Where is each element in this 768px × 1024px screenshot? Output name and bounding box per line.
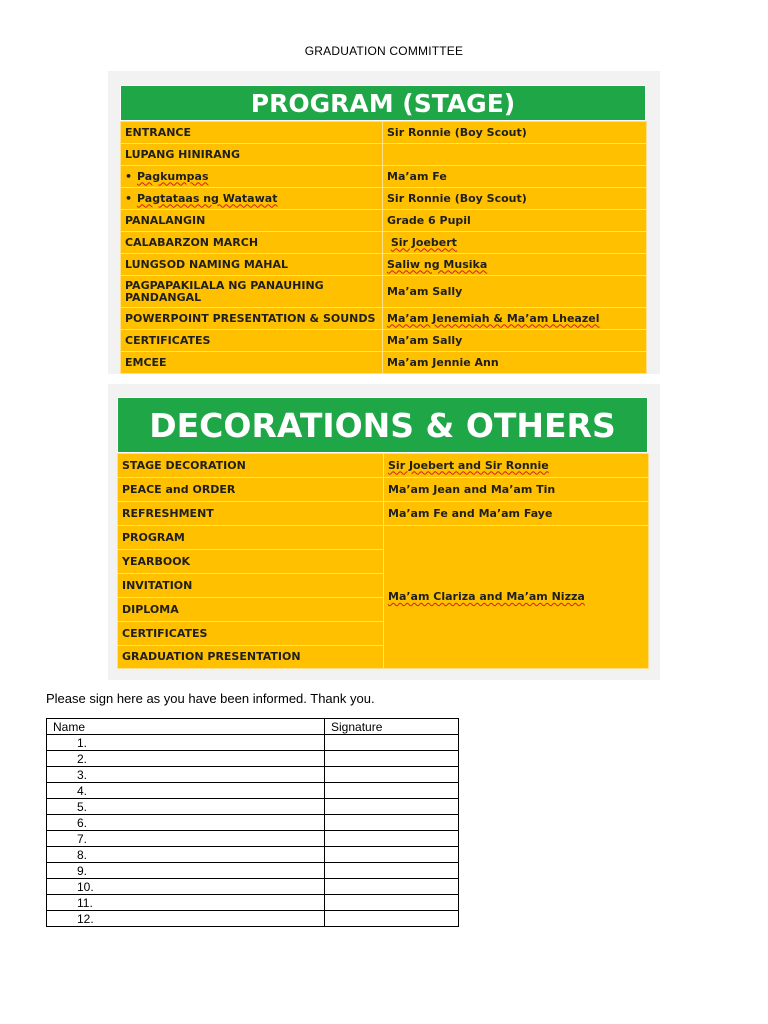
- bullet-icon: •: [125, 191, 133, 205]
- decorations-item: DIPLOMA: [118, 598, 384, 622]
- table-row: [121, 144, 647, 166]
- program-person: Ma’am Sally: [383, 276, 647, 308]
- decorations-item: STAGE DECORATION: [118, 454, 384, 478]
- decorations-banner: DECORATIONS & OTHERS: [117, 397, 648, 453]
- program-person-label: Sir Joebert: [390, 235, 457, 249]
- program-item: POWERPOINT PRESENTATION & SOUNDS: [121, 308, 383, 330]
- signature-cell[interactable]: [325, 751, 459, 767]
- program-person: Ma’am Sally: [383, 330, 647, 352]
- table-row: [118, 502, 649, 526]
- program-person: [383, 308, 647, 330]
- decorations-item: CERTIFICATES: [118, 622, 384, 646]
- signature-cell[interactable]: [325, 831, 459, 847]
- decorations-panel: [117, 397, 648, 668]
- table-row: [121, 122, 647, 144]
- table-row: [47, 847, 459, 863]
- table-row: [47, 831, 459, 847]
- program-item: CERTIFICATES: [121, 330, 383, 352]
- program-person: Ma’am Fe: [383, 166, 647, 188]
- program-item: [121, 166, 383, 188]
- decorations-person: Ma’am Jean and Ma’am Tin: [384, 478, 649, 502]
- decorations-table: [117, 453, 649, 669]
- name-cell[interactable]: 5.: [47, 799, 325, 815]
- program-table: [120, 121, 647, 374]
- decorations-person: [384, 454, 649, 478]
- signature-cell[interactable]: [325, 815, 459, 831]
- signature-cell[interactable]: [325, 735, 459, 751]
- name-cell[interactable]: 9.: [47, 863, 325, 879]
- program-person-label: Saliw ng Musika: [387, 257, 488, 271]
- program-item: [121, 188, 383, 210]
- program-item-label: Pagkumpas: [137, 169, 209, 183]
- program-person: [383, 144, 647, 166]
- name-cell[interactable]: 4.: [47, 783, 325, 799]
- decorations-item: PROGRAM: [118, 526, 384, 550]
- program-banner: PROGRAM (STAGE): [120, 85, 646, 121]
- table-row: [121, 166, 647, 188]
- decorations-person: Ma’am Fe and Ma’am Faye: [384, 502, 649, 526]
- decorations-merged-person: [384, 526, 649, 669]
- signature-table: [46, 718, 459, 927]
- table-row: [47, 863, 459, 879]
- table-row: [121, 232, 647, 254]
- name-column-header: Name: [47, 719, 325, 735]
- table-row: [47, 767, 459, 783]
- table-row: [121, 330, 647, 352]
- program-person-label: Ma’am Jenemiah & Ma’am Lheazel: [387, 311, 600, 325]
- table-row: [121, 276, 647, 308]
- table-row: [121, 188, 647, 210]
- table-row: [121, 210, 647, 232]
- sign-instruction: Please sign here as you have been informed. Thank you.: [46, 691, 375, 706]
- name-cell[interactable]: 12.: [47, 911, 325, 927]
- table-row: [121, 254, 647, 276]
- program-person: Sir Ronnie (Boy Scout): [383, 188, 647, 210]
- table-row: [47, 815, 459, 831]
- bullet-icon: •: [125, 169, 133, 183]
- signature-cell[interactable]: [325, 863, 459, 879]
- table-row: [47, 735, 459, 751]
- program-item: PAGPAPAKILALA NG PANAUHING PANDANGAL: [121, 276, 383, 308]
- decorations-item: GRADUATION PRESENTATION: [118, 646, 384, 669]
- table-row: [47, 911, 459, 927]
- name-cell[interactable]: 2.: [47, 751, 325, 767]
- program-item: CALABARZON MARCH: [121, 232, 383, 254]
- table-row: [118, 478, 649, 502]
- name-cell[interactable]: 7.: [47, 831, 325, 847]
- signature-cell[interactable]: [325, 895, 459, 911]
- name-cell[interactable]: 6.: [47, 815, 325, 831]
- signature-cell[interactable]: [325, 911, 459, 927]
- decorations-item: INVITATION: [118, 574, 384, 598]
- name-cell[interactable]: 10.: [47, 879, 325, 895]
- table-row: [47, 895, 459, 911]
- signature-cell[interactable]: [325, 799, 459, 815]
- program-item: ENTRANCE: [121, 122, 383, 144]
- document-title: GRADUATION COMMITTEE: [304, 44, 464, 58]
- decorations-person-label: Sir Joebert and Sir Ronnie: [388, 458, 549, 472]
- name-cell[interactable]: 3.: [47, 767, 325, 783]
- program-person: Sir Ronnie (Boy Scout): [383, 122, 647, 144]
- program-item: LUPANG HINIRANG: [121, 144, 383, 166]
- signature-cell[interactable]: [325, 879, 459, 895]
- table-row: [47, 751, 459, 767]
- program-person: [383, 232, 647, 254]
- table-row: [121, 352, 647, 374]
- signature-cell[interactable]: [325, 767, 459, 783]
- program-item: LUNGSOD NAMING MAHAL: [121, 254, 383, 276]
- program-item-label: Pagtataas ng Watawat: [137, 191, 278, 205]
- decorations-item: REFRESHMENT: [118, 502, 384, 526]
- decorations-merged-person-label: Ma’am Clariza and Ma’am Nizza: [388, 590, 585, 603]
- program-item: EMCEE: [121, 352, 383, 374]
- table-row: [47, 879, 459, 895]
- program-panel: [120, 85, 646, 371]
- decorations-item: PEACE and ORDER: [118, 478, 384, 502]
- table-row: [47, 783, 459, 799]
- program-person: [383, 254, 647, 276]
- table-row: [121, 308, 647, 330]
- table-row: [118, 454, 649, 478]
- name-cell[interactable]: 1.: [47, 735, 325, 751]
- signature-header-row: [47, 719, 459, 735]
- name-cell[interactable]: 11.: [47, 895, 325, 911]
- name-cell[interactable]: 8.: [47, 847, 325, 863]
- table-row: [47, 799, 459, 815]
- signature-cell[interactable]: [325, 847, 459, 863]
- program-person: Grade 6 Pupil: [383, 210, 647, 232]
- program-person: Ma’am Jennie Ann: [383, 352, 647, 374]
- signature-column-header: Signature: [325, 719, 459, 735]
- table-row: [118, 526, 649, 550]
- program-item: PANALANGIN: [121, 210, 383, 232]
- signature-cell[interactable]: [325, 783, 459, 799]
- decorations-item: YEARBOOK: [118, 550, 384, 574]
